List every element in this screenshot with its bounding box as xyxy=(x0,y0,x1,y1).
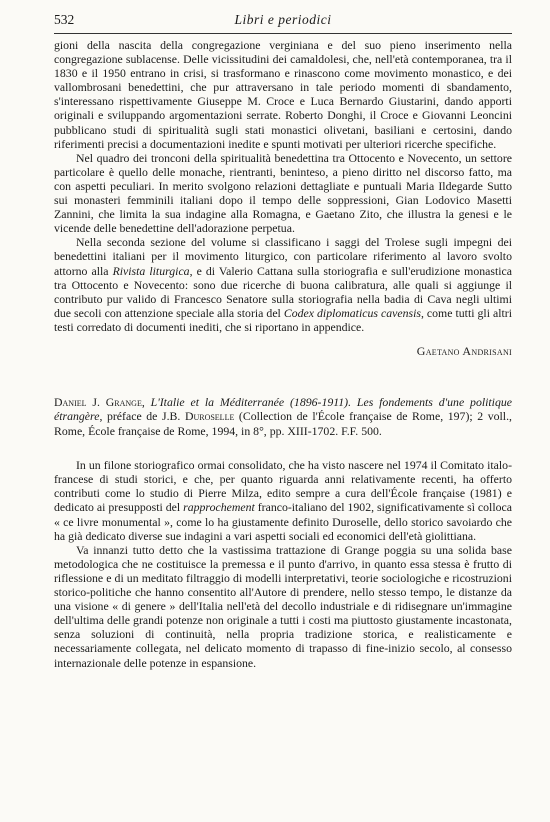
paragraph xyxy=(54,458,512,543)
running-title: Libri e periodici xyxy=(234,12,332,27)
running-header xyxy=(54,12,512,34)
paragraph xyxy=(54,235,512,334)
preface-author: Duroselle xyxy=(184,409,235,424)
text-run: , come tutti gli altri testi corredato di documenti inediti, che si riportano in appendice. xyxy=(54,305,512,334)
text-run: franco-italiano del 1902, significativamente sì colloca « ce livre monumental », come lo ha giustamente definito Duroselle, dello storico savoiardo che ha già dedicato diverse sue indagini a vari aspetti sociali ed economici dell'età giolittiana. xyxy=(54,500,512,543)
page-content xyxy=(54,38,512,670)
italic-title: Rivista liturgica xyxy=(112,263,190,278)
page-number: 532 xyxy=(54,12,75,27)
text-run: In un filone storiografico ormai consolidato, che ha visto nascere nel 1974 il Comitato italo-francese di studi storici, e che, per quanto riguarda anni relativamente recenti, ha offerto contributi come lo studio di Pierre Milza, edito sempre a cura dell'École française (1981) e dedicato ai presupposti del xyxy=(54,458,512,515)
paragraph: gioni della nascita della congregazione verginiana e del suo pieno inserimento nella congregazione sublacense. Delle vicissitudini dei camaldolesi, che, nell'età contemporanea, tra il 1830 e il 1950 entrano in crisi, si trasformano e rinascono come movimento monastico, e dei vallombrosani benedettini, che pur attraversano in tale periodo momenti di sbandamento, s'interessano rispettivamente Giuseppe M. Croce e Luca Bernardo Giustarini, dando apporti originali e sviluppando argomentazioni serrate. Roberto Donghi, il Croce e Giovanni Leoncini pubblicano studi di spiritualità sugli stati monastici olivetani, basiliani e certosini, dando riferimenti precisi a documentazioni inedite e spunti motivati per ulteriori ricerche specifiche. xyxy=(54,38,512,151)
text-run: Nella seconda sezione del volume si classificano i saggi del Trolese sugli impegni dei benedettini italiani per il movimento liturgico, con particolare riferimento al lavoro svolto attorno alla xyxy=(54,235,512,278)
italic-term: rapprochement xyxy=(183,500,255,515)
italic-title: Codex diplomaticus cavensis xyxy=(283,305,421,320)
book-title: L'Italie et la Méditerranée (1896-1911). Les fondements d'une politique étrangère xyxy=(54,394,512,424)
paragraph: Va innanzi tutto detto che la vastissima trattazione di Grange poggia su una solida base metodologica che ne costituisce la premessa e il punto d'arrivo, in quanto essa stessa è frutto di riflessione e di un meditato filtraggio di modelli interpretativi, teorie sociologiche e ricostruzioni storico-politiche che hanno consentito all'Autore di prendere, nello stesso tempo, le distanze da una visione « di genere » dell'Italia nell'età del decollo industriale e di ridisegnare un'immagine dell'ultima delle grandi potenze non originale a tutti i costi ma piuttosto giustamente incastonata, senza soluzioni di continuità, nella propria tradizione storica, e realisticamente e necessariamente collegata, nel delicato momento di trapasso di fine-inizio secolo, al consesso internazionale delle potenze in espansione. xyxy=(54,542,512,670)
text-run: , préface de J.B. xyxy=(99,409,185,424)
publication-info: (Collection de l'École française de Rome, 197); 2 voll., Rome, École française de Rome, 1994, in 8°, pp. XIII-1702. F.F. 500. xyxy=(54,409,512,438)
text-run: , e di Valerio Cattana sulla storiografia e sull'erudizione monastica tra Ottocento e Novecento: sono due ricerche di buona calibratura, alle quali si aggiunge il contributo pur valido di Francesco Senatore sulla storiografia nella badia di Cava negli ultimi due secoli con attenzione speciale alla storia del xyxy=(54,263,512,320)
book-author: Daniel J. Grange xyxy=(54,394,142,409)
paragraph: Nel quadro dei tronconi della spiritualità benedettina tra Ottocento e Novecento, un settore particolare è quello delle monache, rientranti, beninteso, a pieno diritto nel discorso fatto, ma con aspetti peculiari. In merito svolgono relazioni dettagliate e puntuali Maria Ildegarde Sutto sui monasteri femminili italiani dopo il tempo delle soppressioni, Gian Lodovico Masetti Zannini, che limita la sua indagine alla Romagna, e Gaetano Zito, che illustra la genesi e le vicende delle benedettine dell'adorazione perpetua. xyxy=(54,150,512,236)
reviewer-signature: Gaetano Andrisani xyxy=(416,343,512,358)
review-citation: Daniel J. Grange, L'Italie et la Méditerranée (1896-1911). Les fondements d'une politique étrangère, préface de J.B. Duroselle (Collection de l'École française de Rome, 197); 2 voll., Rome, École française de Rome, 1994, in 8°, pp. XIII-1702. F.F. 500. xyxy=(54,394,512,438)
